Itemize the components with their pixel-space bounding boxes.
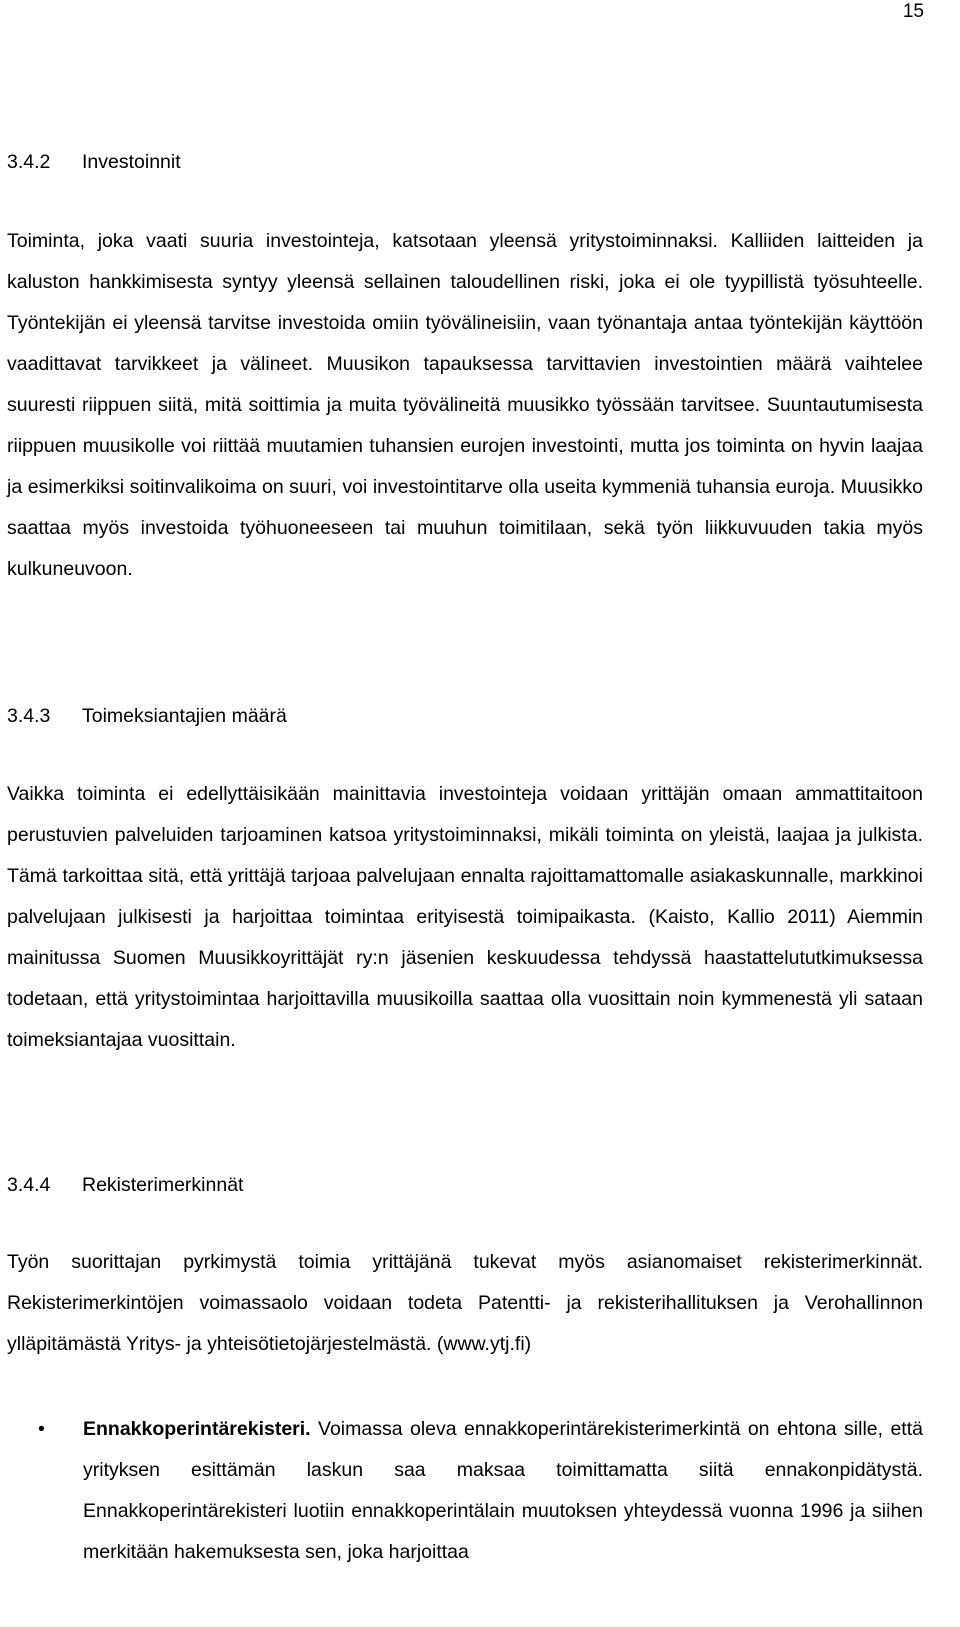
section-title: Toimeksiantajien määrä — [82, 705, 287, 727]
page-number: 15 — [902, 1, 924, 22]
paragraph-toimeksiantajien-maara: Vaikka toiminta ei edellyttäisikään mainittavia investointeja voidaan yrittäjän omaan ammattitaitoon perustuvien palveluiden tarjoaminen katsoa yritystoiminnaksi, mikäli toiminta on yleistä, laajaa ja julkista. Tämä tarkoittaa sitä, että yrittäjä tarjoaa palvelujaan ennalta rajoittamattomalle asiakaskunnalle, markkinoi palvelujaan julkisesti ja harjoittaa toimintaa erityisestä toimipaikasta. (Kaisto, Kallio 2011) Aiemmin mainitussa Suomen Muusikkoyrittäjät ry:n jäsenien keskuudessa tehdyssä haastattelututkimuksessa todetaan, että yritystoimintaa harjoittavilla muusikoilla saattaa olla vuosittain noin kymmenestä yli sataan toimeksiantajaa vuosittain. — [7, 783, 923, 1051]
section-title: Investoinnit — [82, 151, 181, 173]
section-number: 3.4.2 — [7, 151, 51, 173]
section-title: Rekisterimerkinnät — [82, 1174, 244, 1196]
list-item-text: Voimassa oleva ennakkoperintärekisterimerkintä on ehtona sille, että yrityksen esittämän laskun saa maksaa toimittamatta siitä ennakonpidätystä. Ennakkoperintärekisteri luotiin ennakkoperintälain muutoksen yhteydessä vuonna 1996 ja siihen merkitään hakemuksesta sen, joka harjoittaa — [83, 1418, 923, 1563]
bullet-icon: • — [38, 1418, 45, 1440]
list-item-term: Ennakkoperintärekisteri. — [83, 1418, 311, 1440]
section-number: 3.4.3 — [7, 705, 51, 727]
paragraph-investoinnit: Toiminta, joka vaati suuria investointeja, katsotaan yleensä yritystoiminnaksi. Kalliiden laitteiden ja kaluston hankkimisesta syntyy yleensä sellainen taloudellinen riski, joka ei ole tyypillistä työsuhteelle. Työntekijän ei yleensä tarvitse investoida omiin työvälineisiin, vaan työnantaja antaa työntekijän käyttöön vaadittavat tarvikkeet ja välineet. Muusikon tapauksessa tarvittavien investointien määrä vaihtelee suuresti riippuen siitä, mitä soittimia ja muita työvälineitä muusikko työssään tarvitsee. Suuntautumisesta riippuen muusikolle voi riittää muutamien tuhansien eurojen investointi, mutta jos toiminta on hyvin laajaa ja esimerkiksi soitinvalikoima on suuri, voi investointitarve olla useita kymmeniä tuhansia euroja. Muusikko saattaa myös investoida työhuoneeseen tai muuhun toimitilaan, sekä työn liikkuvuuden takia myös kulkuneuvoon. — [7, 230, 923, 580]
section-heading-toimeksiantajien-maara — [7, 704, 287, 728]
section-heading-investoinnit — [7, 150, 181, 174]
section-number: 3.4.4 — [7, 1174, 51, 1196]
bullet-list — [0, 1409, 960, 1573]
list-item — [0, 1409, 923, 1573]
paragraph-rekisterimerkinnat: Työn suorittajan pyrkimystä toimia yrittäjänä tukevat myös asianomaiset rekisterimerkinnät. Rekisterimerkintöjen voimassaolo voidaan todeta Patentti- ja rekisterihallituksen ja Verohallinnon ylläpitämästä Yritys- ja yhteisötietojärjestelmästä. (www.ytj.fi) — [7, 1251, 923, 1355]
section-heading-rekisterimerkinnat — [7, 1173, 243, 1197]
